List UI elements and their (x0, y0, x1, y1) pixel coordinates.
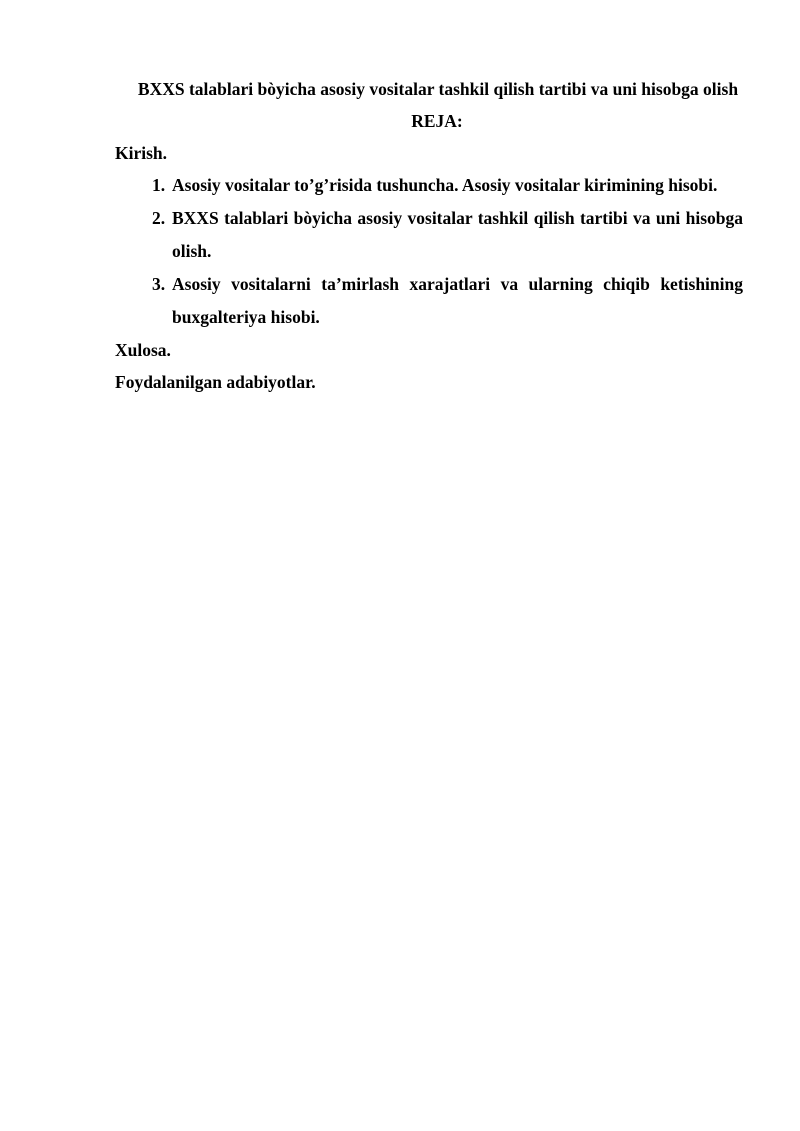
plan-item-1 (115, 169, 743, 202)
references-heading: Foydalanilgan adabiyotlar. (115, 372, 316, 392)
plan-item-text: Asosiy vositalarni ta’mirlash xarajatlari va ularning chiqib ketishining buxgalteriya hisobi. (172, 274, 743, 327)
document-title: BXXS talablari bòyicha asosiy vositalar tashkil qilish tartibi va uni hisobga olish (137, 79, 739, 99)
conclusion-heading: Xulosa. (115, 340, 171, 360)
plan-heading: REJA: (411, 111, 463, 131)
document-content (115, 73, 743, 398)
plan-item-3 (115, 268, 743, 334)
plan-list (115, 169, 743, 334)
plan-item-text: BXXS talablari bòyicha asosiy vositalar tashkil qilish tartibi va uni hisobga olish. (172, 208, 743, 261)
intro-heading: Kirish. (115, 143, 168, 163)
plan-item-2 (115, 202, 743, 268)
plan-item-number: 2. (152, 208, 166, 228)
plan-item-number: 1. (152, 175, 166, 195)
plan-item-text: Asosiy vositalar to’g’risida tushuncha. Asosiy vositalar kirimining hisobi. (172, 175, 718, 195)
plan-item-number: 3. (152, 274, 166, 294)
